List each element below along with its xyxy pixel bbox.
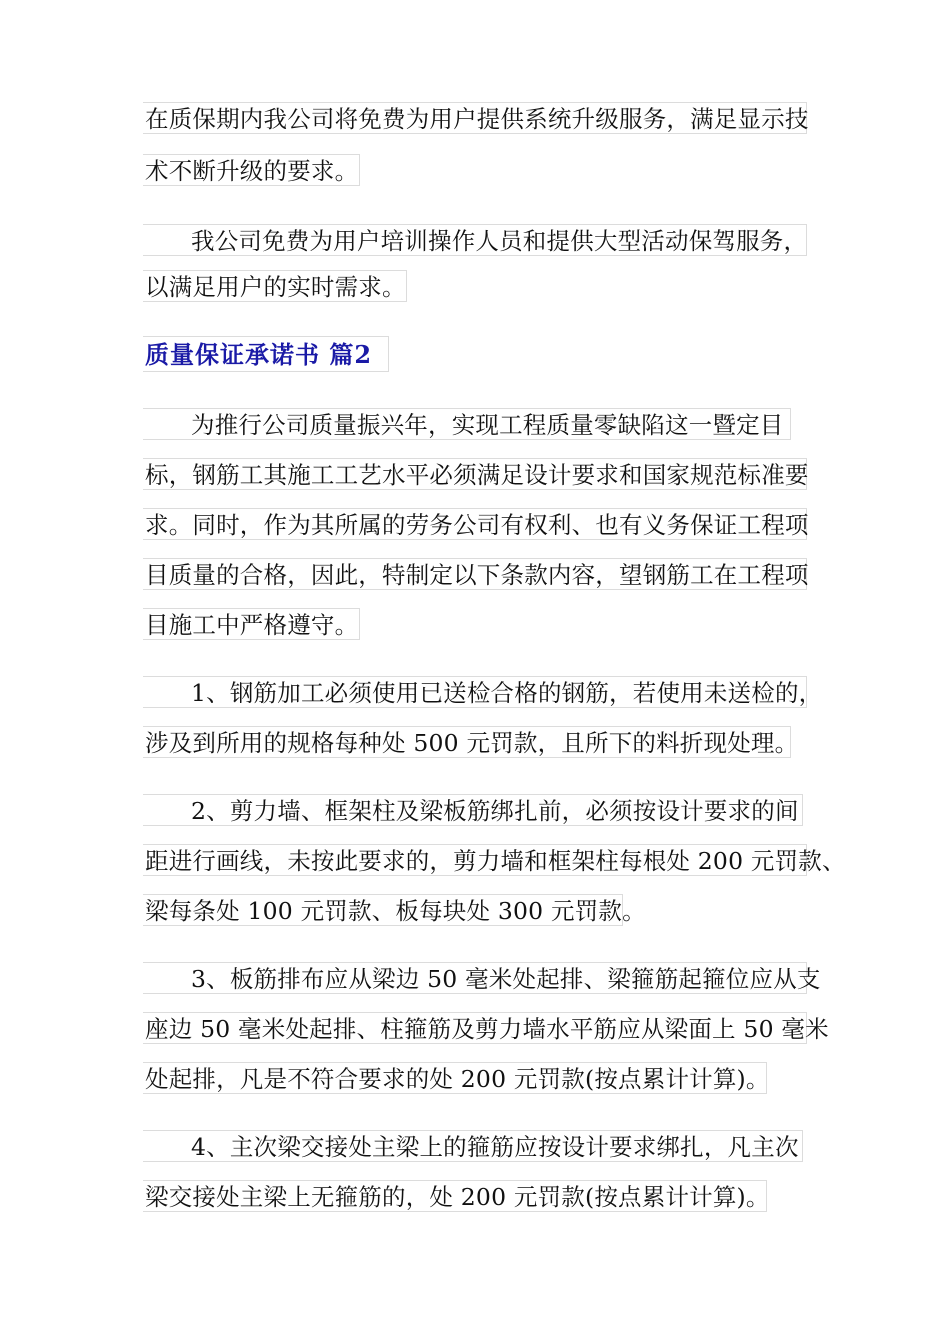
para3-line-2: 标，钢筋工其施工工艺水平必须满足设计要求和国家规范标准要: [143, 458, 807, 490]
item2-line-2: 距进行画线，未按此要求的，剪力墙和框架柱每根处 200 元罚款、: [143, 844, 807, 876]
para3-line-3: 求。同时，作为其所属的劳务公司有权利、也有义务保证工程项: [143, 508, 807, 540]
section-heading: 质量保证承诺书 篇2: [143, 336, 389, 372]
item3-line-1: 3、板筋排布应从梁边 50 毫米处起排、梁箍筋起箍位应从支: [143, 962, 807, 994]
item1-line-2: 涉及到所用的规格每种处 500 元罚款，且所下的料折现处理。: [143, 726, 791, 758]
item3-line-3: 处起排，凡是不符合要求的处 200 元罚款(按点累计计算)。: [143, 1062, 767, 1094]
item3-line-2: 座边 50 毫米处起排、柱箍筋及剪力墙水平筋应从梁面上 50 毫米: [143, 1012, 807, 1044]
item1-line-1: 1、钢筋加工必须使用已送检合格的钢筋，若使用未送检的，: [143, 676, 807, 708]
para1-line-1: 在质保期内我公司将免费为用户提供系统升级服务，满足显示技: [143, 102, 807, 134]
para3-line-1: 为推行公司质量振兴年，实现工程质量零缺陷这一暨定目: [143, 408, 791, 440]
item4-line-2: 梁交接处主梁上无箍筋的，处 200 元罚款(按点累计计算)。: [143, 1180, 767, 1212]
para1-line-2: 术不断升级的要求。: [143, 154, 360, 186]
item2-line-3: 梁每条处 100 元罚款、板每块处 300 元罚款。: [143, 894, 623, 926]
para2-line-2: 以满足用户的实时需求。: [143, 270, 407, 302]
item4-line-1: 4、主次梁交接处主梁上的箍筋应按设计要求绑扎，凡主次: [143, 1130, 803, 1162]
para3-line-5: 目施工中严格遵守。: [143, 608, 360, 640]
para2-line-1: 我公司免费为用户培训操作人员和提供大型活动保驾服务，: [143, 224, 807, 256]
para3-line-4: 目质量的合格，因此，特制定以下条款内容，望钢筋工在工程项: [143, 558, 807, 590]
item2-line-1: 2、剪力墙、框架柱及梁板筋绑扎前，必须按设计要求的间: [143, 794, 803, 826]
